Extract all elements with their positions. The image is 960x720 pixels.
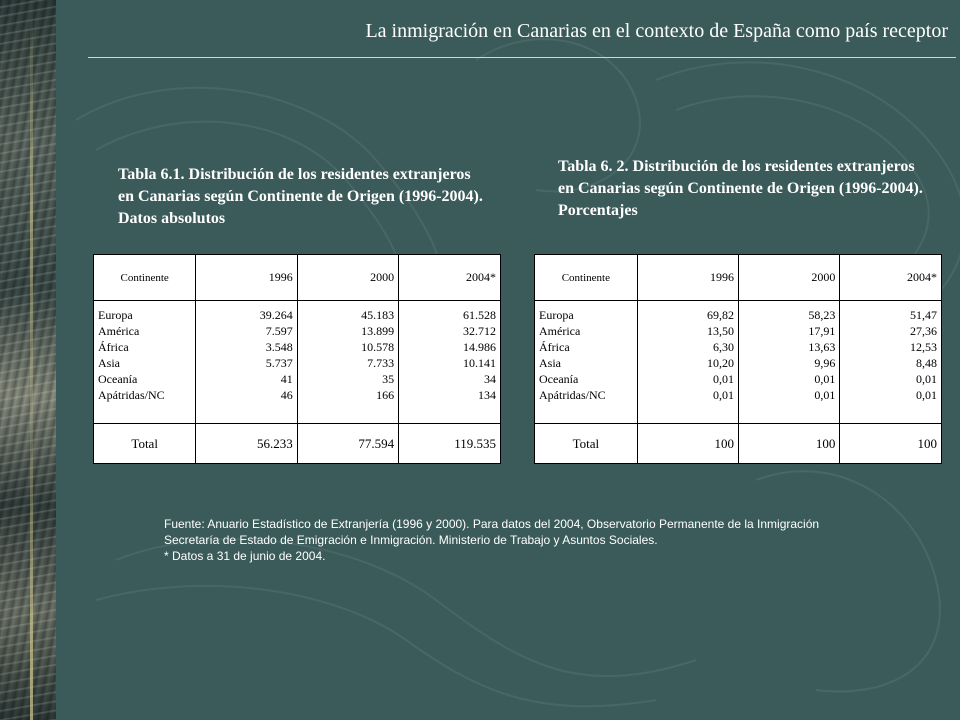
- table-header-row: [535, 255, 942, 301]
- value-cell: 13,63: [808, 340, 836, 354]
- value-cell: 41: [280, 372, 293, 386]
- value-cell: 10.578: [361, 340, 395, 354]
- table-body-row: [94, 301, 501, 424]
- continent-list: [94, 301, 196, 424]
- value-cell: 35: [382, 372, 395, 386]
- value-cell: 61.528: [463, 308, 496, 322]
- total-1996: 100: [637, 424, 738, 464]
- value-cell: 45.183: [361, 308, 395, 322]
- source-notes: [164, 516, 924, 564]
- value-cell: 12,53: [910, 340, 937, 354]
- total-label: Total: [535, 424, 638, 464]
- continent-cell: Asia: [98, 356, 120, 370]
- header-1996: 1996: [196, 255, 297, 301]
- value-cell: 166: [376, 388, 395, 402]
- total-2000: 100: [739, 424, 840, 464]
- total-2004: 100: [840, 424, 942, 464]
- header-2004: 2004*: [399, 255, 501, 301]
- header-2004: 2004*: [840, 255, 942, 301]
- value-cell: 0,01: [814, 388, 836, 402]
- value-cell: 6,30: [713, 340, 735, 354]
- value-cell: 3.548: [265, 340, 293, 354]
- table1-caption: Tabla 6.1. Distribución de los residentes extranjeros en Canarias según Continente de Origen (1996-2004). Datos absolutos: [118, 166, 483, 227]
- value-cell: 7.733: [367, 356, 395, 370]
- continent-cell: Apátridas/NC: [98, 388, 165, 402]
- values-1996: [637, 301, 738, 424]
- value-cell: 69,82: [707, 308, 735, 322]
- value-cell: 0,01: [713, 388, 735, 402]
- value-cell: 46: [280, 388, 293, 402]
- value-cell: 7.597: [265, 324, 293, 338]
- value-cell: 0,01: [814, 372, 836, 386]
- continent-cell: Oceanía: [98, 372, 138, 386]
- source-note-line: Secretaría de Estado de Emigración e Inmigración. Ministerio de Trabajo y Asuntos Sociales.: [164, 533, 658, 547]
- header-2000: 2000: [739, 255, 840, 301]
- value-cell: 0,01: [713, 372, 735, 386]
- source-note-line: Fuente: Anuario Estadístico de Extranjería (1996 y 2000). Para datos del 2004, Observatorio Permanente de la Inmigración: [164, 517, 820, 531]
- value-cell: 8,48: [916, 356, 937, 370]
- value-cell: 32.712: [463, 324, 496, 338]
- continent-cell: Oceanía: [539, 372, 579, 386]
- decorative-strip-line: [30, 0, 33, 720]
- continent-cell: Asia: [539, 356, 561, 370]
- table-header-row: [94, 255, 501, 301]
- values-2000: [297, 301, 398, 424]
- header-continente: Continente: [94, 255, 196, 301]
- header-continente: Continente: [535, 255, 638, 301]
- table-percentages: [534, 254, 942, 464]
- values-2004: [840, 301, 942, 424]
- total-2000: 77.594: [297, 424, 398, 464]
- value-cell: 27,36: [910, 324, 937, 338]
- continent-cell: África: [98, 340, 129, 354]
- continent-cell: África: [539, 340, 570, 354]
- header-1996: 1996: [637, 255, 738, 301]
- value-cell: 34: [484, 372, 496, 386]
- table2-caption: Tabla 6. 2. Distribución de los residentes extranjeros en Canarias según Continente de Origen (1996-2004). Porcentajes: [558, 158, 923, 219]
- value-cell: 9,96: [814, 356, 836, 370]
- slide-title: La inmigración en Canarias en el contexto de España como país receptor: [365, 20, 948, 42]
- total-label: Total: [94, 424, 196, 464]
- value-cell: 10,20: [707, 356, 735, 370]
- value-cell: 58,23: [808, 308, 836, 322]
- value-cell: 0,01: [916, 372, 937, 386]
- source-note-line: * Datos a 31 de junio de 2004.: [164, 549, 326, 563]
- continent-cell: Europa: [539, 308, 574, 322]
- value-cell: 51,47: [910, 308, 937, 322]
- continent-cell: América: [539, 324, 581, 338]
- values-2000: [739, 301, 840, 424]
- value-cell: 0,01: [916, 388, 937, 402]
- value-cell: 134: [478, 388, 496, 402]
- decorative-side-strip: [0, 0, 56, 720]
- total-1996: 56.233: [196, 424, 297, 464]
- value-cell: 17,91: [808, 324, 836, 338]
- table-total-row: [535, 424, 942, 464]
- title-divider: [88, 57, 956, 58]
- table-total-row: [94, 424, 501, 464]
- value-cell: 13,50: [707, 324, 735, 338]
- value-cell: 5.737: [265, 356, 293, 370]
- value-cell: 13.899: [361, 324, 395, 338]
- table-absolute-values: [93, 254, 501, 464]
- value-cell: 14.986: [463, 340, 496, 354]
- total-2004: 119.535: [399, 424, 501, 464]
- values-2004: [399, 301, 501, 424]
- continent-cell: América: [98, 324, 140, 338]
- continent-cell: Apátridas/NC: [539, 388, 606, 402]
- value-cell: 10.141: [463, 356, 496, 370]
- header-2000: 2000: [297, 255, 398, 301]
- table-body-row: [535, 301, 942, 424]
- values-1996: [196, 301, 297, 424]
- continent-list: [535, 301, 638, 424]
- continent-cell: Europa: [98, 308, 133, 322]
- value-cell: 39.264: [259, 308, 293, 322]
